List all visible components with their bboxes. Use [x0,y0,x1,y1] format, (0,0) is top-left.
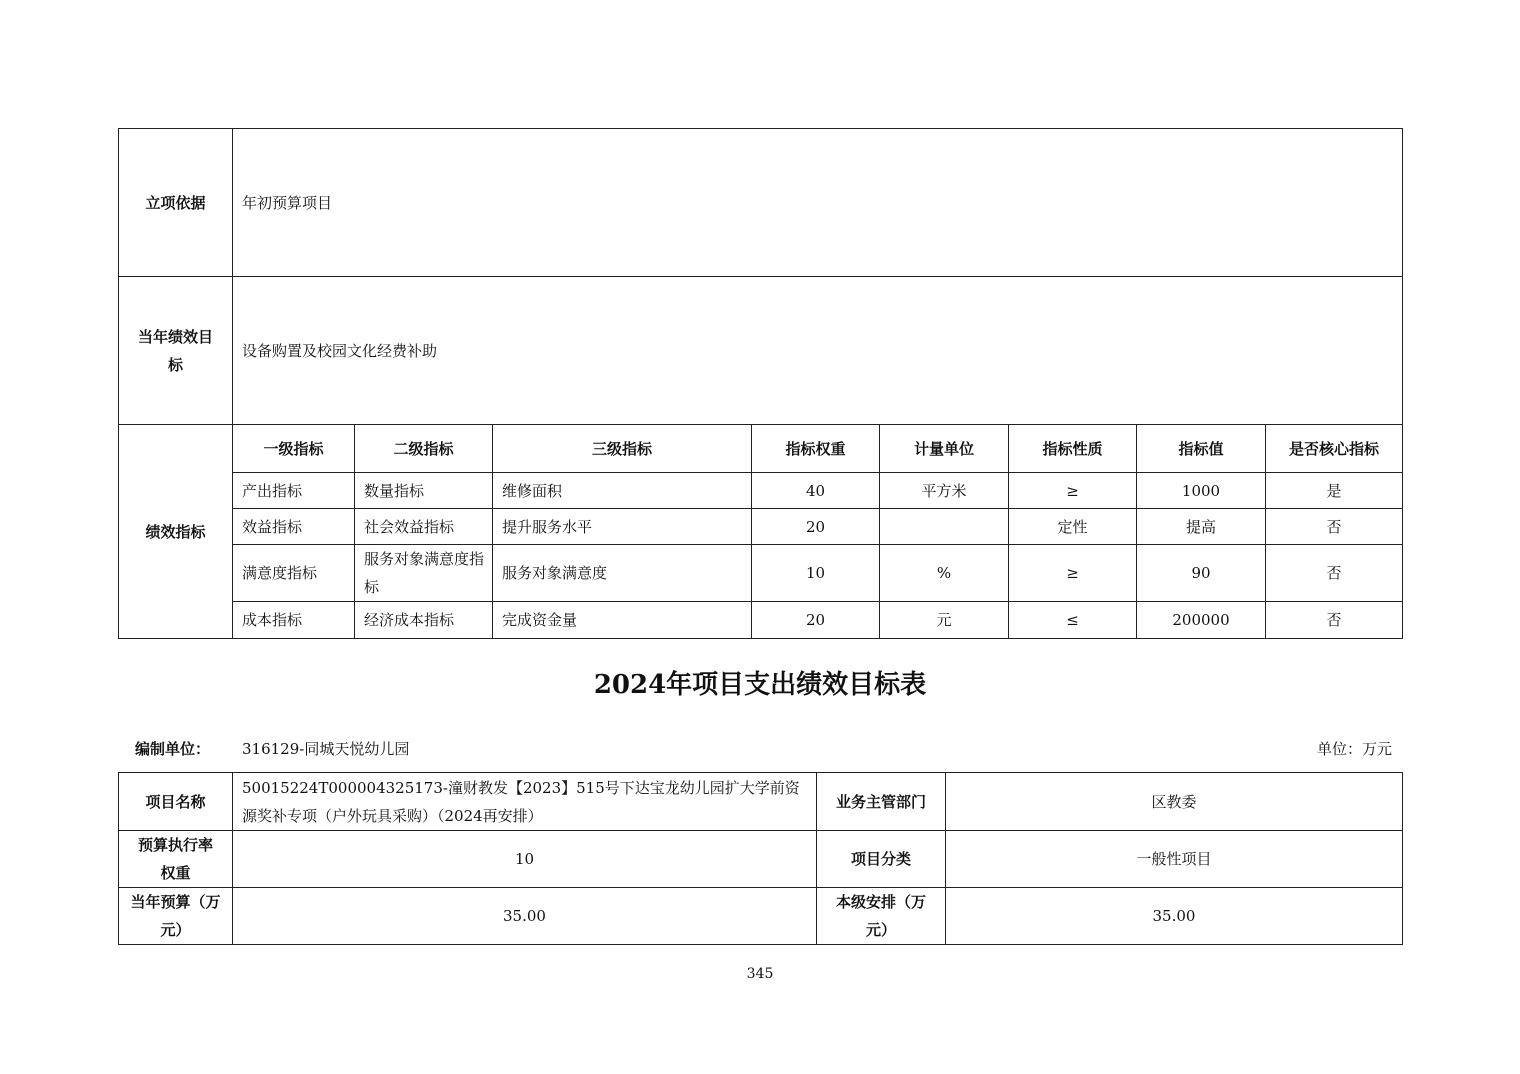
table-cell: % [880,545,1009,602]
table-row [119,473,1403,509]
project-info-table [118,772,1403,945]
table-cell: 完成资金量 [493,602,752,639]
table-cell: 经济成本指标 [355,602,493,639]
table-cell: 产出指标 [233,473,355,509]
table-cell: 平方米 [880,473,1009,509]
column-header: 三级指标 [493,425,752,473]
table-cell: 200000 [1137,602,1266,639]
table-row [119,602,1403,639]
org-unit-value: 316129-同城天悦幼儿园 [242,740,410,758]
table-cell: 10 [752,545,880,602]
page-number: 345 [746,966,774,982]
table-cell: 是 [1266,473,1403,509]
exec-weight-value: 10 [233,831,817,888]
exec-weight-label: 预算执行率权重 [119,831,233,888]
table-cell: 定性 [1009,509,1137,545]
column-header: 是否核心指标 [1266,425,1403,473]
dept-label: 业务主管部门 [817,773,946,831]
column-header: 二级指标 [355,425,493,473]
table-cell: ≥ [1009,545,1137,602]
table-cell: 1000 [1137,473,1266,509]
table-cell: 20 [752,509,880,545]
budget-label: 当年预算（万元） [119,888,233,945]
page-title: 2024年项目支出绩效目标表 [593,670,927,700]
local-budget-label: 本级安排（万元） [817,888,946,945]
project-name-value: 50015224T000004325173-潼财教发【2023】515号下达宝龙幼儿园扩大学前资源奖补专项（户外玩具采购）（2024再安排） [233,773,817,831]
goal-label: 当年绩效目标 [119,277,233,425]
table-cell: 20 [752,602,880,639]
table-cell: 服务对象满意度 [493,545,752,602]
table-cell: 提高 [1137,509,1266,545]
project-name-label: 项目名称 [119,773,233,831]
money-unit: 单位：万元 [1316,740,1392,758]
column-header: 指标性质 [1009,425,1137,473]
column-header: 指标权重 [752,425,880,473]
budget-value: 35.00 [233,888,817,945]
table-cell: 数量指标 [355,473,493,509]
basis-label: 立项依据 [119,129,233,277]
category-label: 项目分类 [817,831,946,888]
column-header: 指标值 [1137,425,1266,473]
table-cell: 效益指标 [233,509,355,545]
table-cell: 90 [1137,545,1266,602]
table-cell: 维修面积 [493,473,752,509]
performance-table-top [118,128,1403,639]
table-cell: 成本指标 [233,602,355,639]
table-cell: 提升服务水平 [493,509,752,545]
table-row [119,509,1403,545]
table-cell: 元 [880,602,1009,639]
local-budget-value: 35.00 [946,888,1403,945]
indicators-label: 绩效指标 [119,425,233,639]
table-cell: 服务对象满意度指标 [355,545,493,602]
dept-value: 区教委 [946,773,1403,831]
table-cell: 否 [1266,545,1403,602]
table-cell: 社会效益指标 [355,509,493,545]
basis-value: 年初预算项目 [233,129,1403,277]
table-row [119,545,1403,602]
table-cell [880,509,1009,545]
org-unit-label: 编制单位： [135,740,211,758]
table-cell: ≥ [1009,473,1137,509]
table-cell: 否 [1266,509,1403,545]
table-cell: ≤ [1009,602,1137,639]
goal-value: 设备购置及校园文化经费补助 [233,277,1403,425]
table-cell: 40 [752,473,880,509]
column-header: 计量单位 [880,425,1009,473]
table-cell: 否 [1266,602,1403,639]
category-value: 一般性项目 [946,831,1403,888]
column-header: 一级指标 [233,425,355,473]
table-cell: 满意度指标 [233,545,355,602]
